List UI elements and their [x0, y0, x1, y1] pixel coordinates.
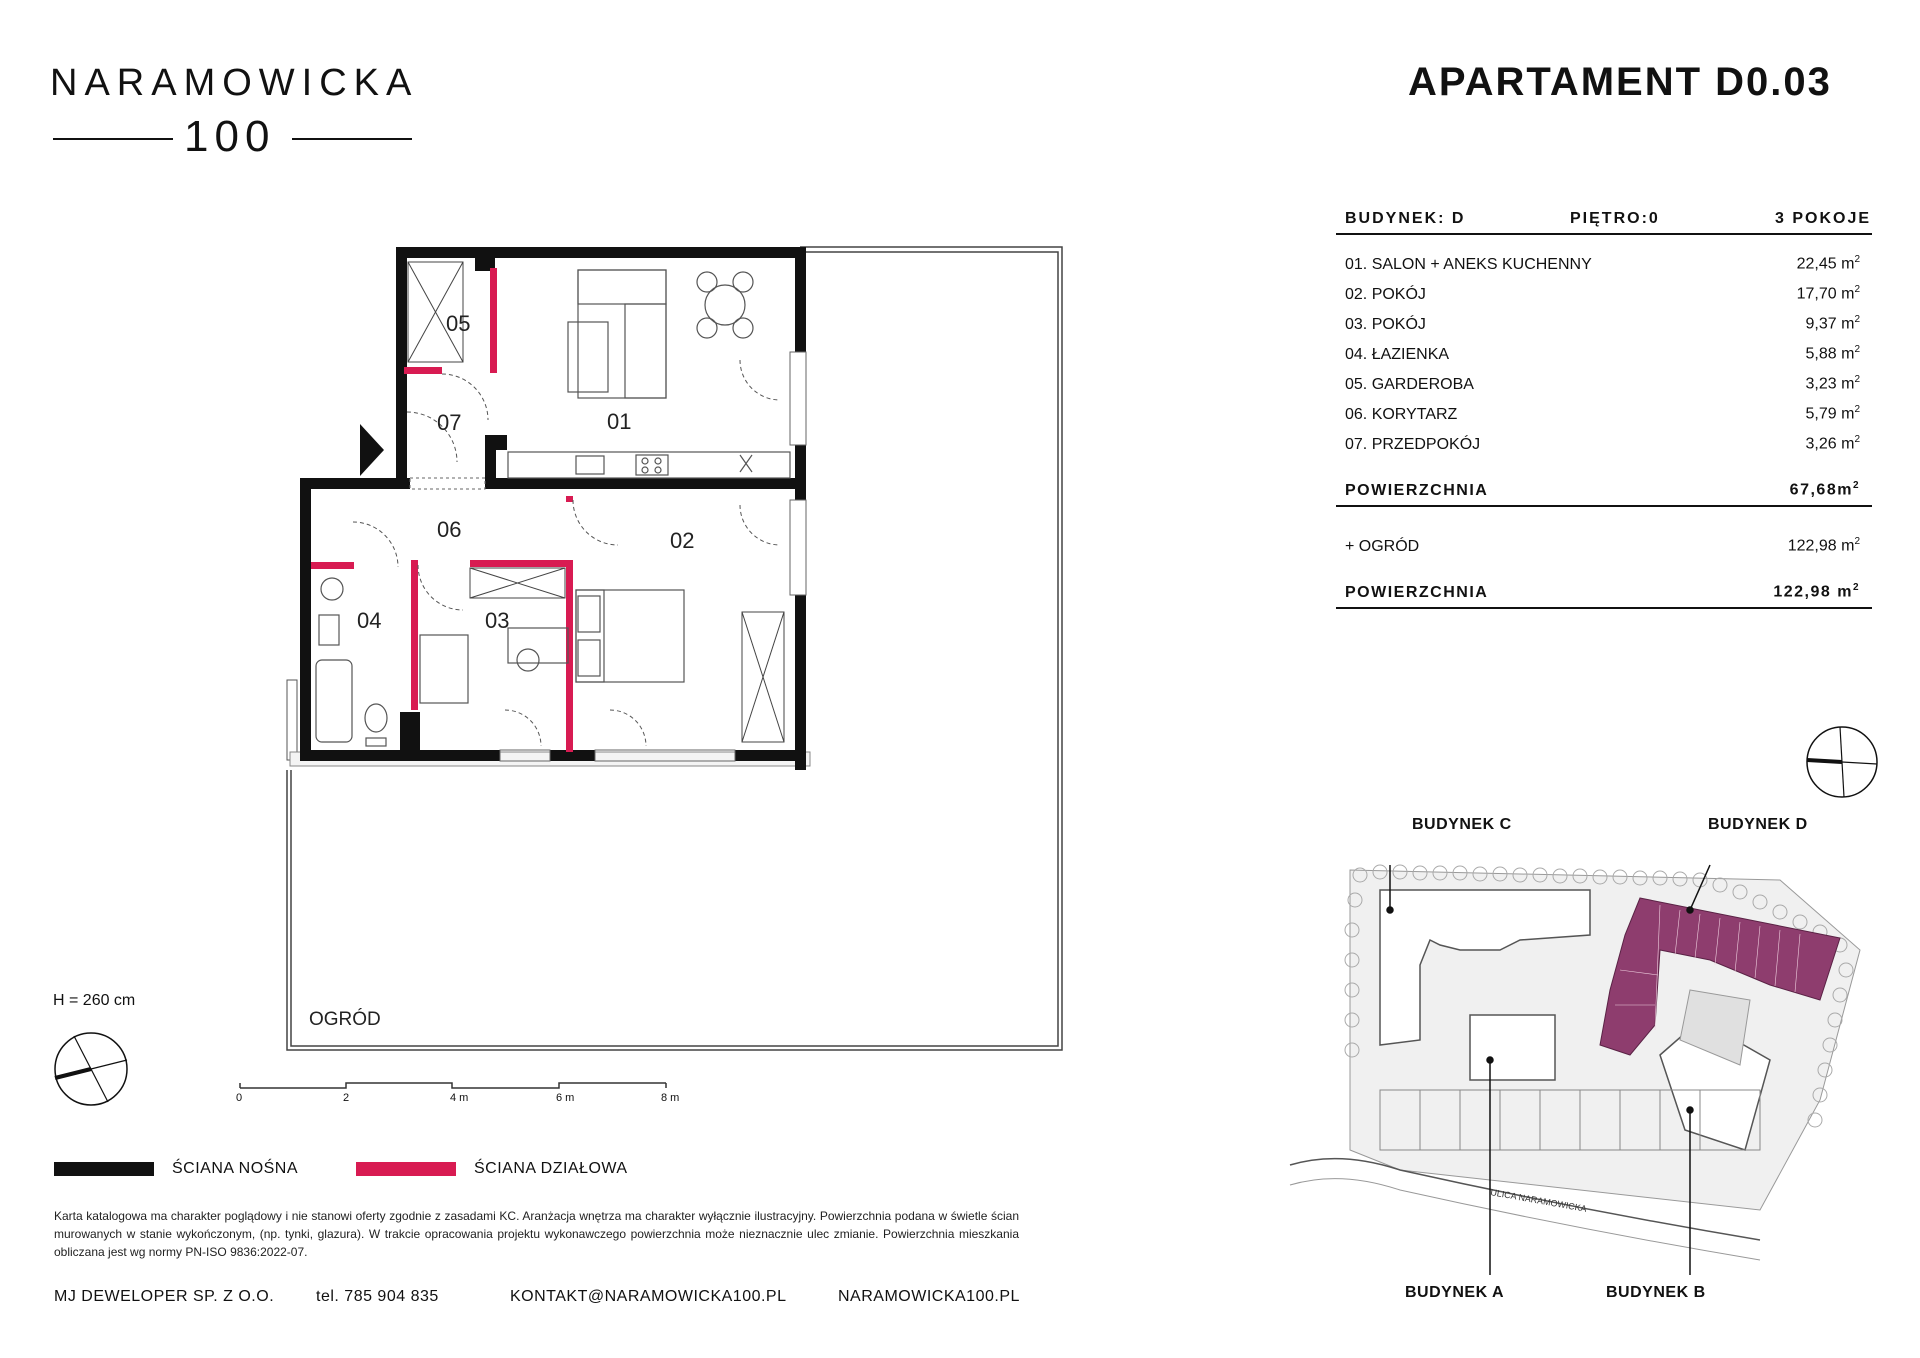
ceiling-height: H = 260 cm [53, 992, 136, 1009]
scale-label-6: 6 m [556, 1092, 575, 1104]
room-row-name: 05. GARDEROBA [1345, 376, 1474, 393]
room-row-name: 02. POKÓJ [1345, 286, 1426, 303]
entrance-arrow-icon [360, 424, 384, 476]
legend-swatch-bearing [54, 1162, 154, 1176]
legend-swatch-partition [356, 1162, 456, 1176]
scale-label-8: 8 m [661, 1092, 680, 1104]
total-area-label: POWIERZCHNIA [1345, 482, 1489, 499]
bearing-walls [300, 247, 806, 770]
room-row-area: 5,88 $m^2$ [1805, 344, 1860, 363]
garden-edge-hatch [287, 680, 297, 760]
room-row-name: 04. ŁAZIENKA [1345, 346, 1450, 363]
room-row-area: 3,26 $m^2$ [1805, 434, 1860, 453]
disclaimer-text: Karta katalogowa ma charakter poglądowy i nie stanowi oferty zgodnie z zasadami KC. Aranżacja wnętrza ma charakter wyłącznie ilustracyjny. Powierzchnia podana w świetle ścian murowanych w stanie wykończonym, (np. tynki, glazura). W trakcie opracowania projektu wykonawczego powierzchnia może nieznacznie ulec zmianie. Powierzchnia mieszkania obliczana jest wg normy PN-ISO 9836:2022-07. [54, 1209, 1019, 1259]
room-row-area: 9,37 $m^2$ [1805, 314, 1860, 333]
room-row-name: 07. PRZEDPOKÓJ [1345, 436, 1481, 453]
room-row-name: 01. SALON + ANEKS KUCHENNY [1345, 256, 1592, 273]
garden-label-plan: OGRÓD [309, 1009, 381, 1030]
total-rule-2 [1336, 607, 1872, 609]
room-label-07: 07 [437, 410, 462, 435]
footer-website[interactable]: NARAMOWICKA100.PL [838, 1288, 1020, 1305]
room-row-area: 17,70 $m^2$ [1796, 284, 1860, 303]
room-row-area: 5,79 $m^2$ [1805, 404, 1860, 423]
scale-bar [240, 1083, 666, 1088]
legend-partition-label: ŚCIANA DZIAŁOWA [474, 1160, 628, 1177]
scale-label-2: 2 [343, 1092, 350, 1104]
floor-plan [0, 0, 1100, 1120]
compass-icon [52, 1030, 132, 1110]
floor-label: PIĘTRO:0 [1570, 210, 1660, 227]
room-row-area: 3,23 $m^2$ [1805, 374, 1860, 393]
room-label-06: 06 [437, 517, 462, 542]
room-label-02: 02 [670, 528, 695, 553]
garden-label: + OGRÓD [1345, 538, 1420, 555]
room-label-03: 03 [485, 608, 510, 633]
building-label: BUDYNEK: D [1345, 210, 1466, 227]
brand-name: NARAMOWICKA [50, 62, 419, 104]
total-area-value: $67,68m^2$ [1789, 480, 1860, 499]
brand-number: 100 [184, 112, 276, 161]
grand-total-value: 122,98 $m^2$ [1773, 582, 1860, 601]
room-row-area: 22,45 $m^2$ [1796, 254, 1860, 273]
room-label-04: 04 [357, 608, 382, 633]
site-map [1280, 840, 1880, 1280]
total-rule-1 [1336, 505, 1872, 507]
table-header-rule [1336, 233, 1872, 235]
grand-total-label: POWIERZCHNIA [1345, 584, 1489, 601]
legend-bearing-label: ŚCIANA NOŚNA [172, 1160, 299, 1177]
room-label-05: 05 [446, 311, 471, 336]
footer-email[interactable]: KONTAKT@NARAMOWICKA100.PL [510, 1288, 787, 1305]
footer-phone[interactable]: tel. 785 904 835 [316, 1288, 439, 1305]
footer-company: MJ DEWELOPER SP. Z O.O. [54, 1288, 275, 1305]
map-label-building-b: BUDYNEK B [1606, 1284, 1706, 1301]
room-label-01: 01 [607, 409, 632, 434]
partition-walls [311, 268, 573, 752]
compass-icon [1804, 724, 1880, 800]
street-name: ULICA NARAMOWICKA [1489, 1187, 1588, 1214]
room-row-name: 06. KORYTARZ [1345, 406, 1458, 423]
room-row-name: 03. POKÓJ [1345, 316, 1426, 333]
apartment-title: APARTAMENT D0.03 [1408, 60, 1832, 104]
map-label-building-c: BUDYNEK C [1412, 816, 1512, 833]
furniture [316, 270, 790, 746]
rooms-count: 3 POKOJE [1775, 210, 1872, 227]
map-label-building-a: BUDYNEK A [1405, 1284, 1505, 1301]
map-label-building-d: BUDYNEK D [1708, 816, 1808, 833]
garden-area-value: 122,98 $m^2$ [1787, 536, 1860, 555]
scale-label-4: 4 m [450, 1092, 469, 1104]
scale-label-0: 0 [236, 1092, 243, 1104]
